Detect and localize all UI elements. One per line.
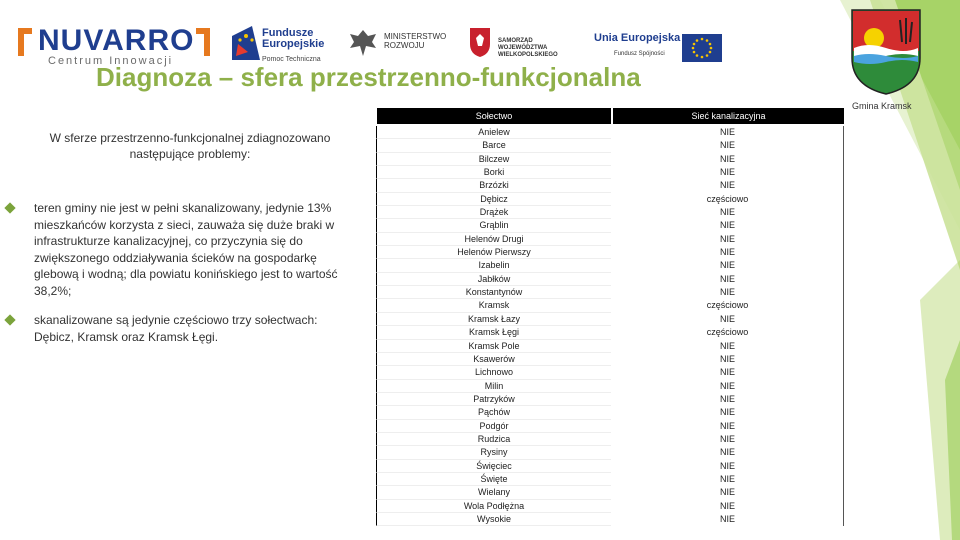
cell-solectwo: Kramsk <box>376 299 611 312</box>
bullet-diamond-icon <box>4 314 15 325</box>
cell-siec: NIE <box>612 366 844 379</box>
cell-siec: NIE <box>612 446 844 459</box>
nuvarro-bracket-left <box>18 28 32 56</box>
fundusze-europejskie-logo <box>232 26 325 66</box>
column-header-solectwo: Sołectwo <box>376 108 611 124</box>
table-body <box>376 126 844 526</box>
cell-siec: NIE <box>612 219 844 232</box>
table-row <box>376 513 844 526</box>
table-row <box>376 193 844 206</box>
cell-solectwo: Patrzyków <box>376 393 611 406</box>
table-header <box>376 108 844 124</box>
table-row <box>376 166 844 179</box>
table-row <box>376 139 844 152</box>
cell-solectwo: Drążek <box>376 206 611 219</box>
cell-solectwo: Wysokie <box>376 513 611 526</box>
table-row <box>376 380 844 393</box>
table-row <box>376 206 844 219</box>
cell-siec: NIE <box>612 246 844 259</box>
cell-solectwo: Święciec <box>376 460 611 473</box>
wojewodztwo-name: SAMORZĄD WOJEWÓDZTWA WIELKOPOLSKIEGO <box>498 38 558 58</box>
cell-siec: NIE <box>612 126 844 139</box>
cell-siec: NIE <box>612 513 844 526</box>
cell-solectwo: Brzózki <box>376 179 611 192</box>
cell-solectwo: Podgór <box>376 420 611 433</box>
cell-solectwo: Rysiny <box>376 446 611 459</box>
cell-siec: NIE <box>612 353 844 366</box>
table-row <box>376 126 844 139</box>
table-row <box>376 259 844 272</box>
table-row <box>376 313 844 326</box>
nuvarro-bracket-right <box>196 28 210 56</box>
table-row <box>376 246 844 259</box>
cell-solectwo: Kramsk Łęgi <box>376 326 611 339</box>
wojewodztwo-shield-icon <box>468 26 492 58</box>
table-row <box>376 340 844 353</box>
cell-siec: NIE <box>612 286 844 299</box>
unia-sub: Fundusz Spójności <box>614 51 665 57</box>
cell-solectwo: Borki <box>376 166 611 179</box>
cell-siec: częściowo <box>612 326 844 339</box>
table-row <box>376 433 844 446</box>
cell-siec: NIE <box>612 433 844 446</box>
cell-solectwo: Ksawerów <box>376 353 611 366</box>
cell-solectwo: Jabłków <box>376 273 611 286</box>
table-row <box>376 219 844 232</box>
cell-siec: NIE <box>612 206 844 219</box>
cell-siec: częściowo <box>612 193 844 206</box>
table-row <box>376 420 844 433</box>
sewerage-table <box>376 108 844 540</box>
bullet-text: skanalizowane są jedynie częściowo trzy sołectwach: Dębicz, Kramsk oraz Kramsk Łęgi. <box>34 313 318 344</box>
nuvarro-tagline: Centrum Innowacji <box>48 55 174 67</box>
bullet-text: teren gminy nie jest w pełni skanalizowany, jedynie 13% mieszkańców korzysta z sieci, zauważa się duże braki w infrastrukturze kanalizacyjnej, co przyczynia się do zwiększonego oddziaływania ścieków na gospodarkę glebową i wodną; dla powiatu konińskiego jest to wartość 38,2%; <box>34 201 338 298</box>
column-header-siec: Sieć kanalizacyjna <box>612 108 844 124</box>
cell-siec: NIE <box>612 179 844 192</box>
table-row <box>376 153 844 166</box>
table-row <box>376 233 844 246</box>
table-row <box>376 179 844 192</box>
cell-solectwo: Milin <box>376 380 611 393</box>
cell-solectwo: Lichnowo <box>376 366 611 379</box>
crest-label: Gmina Kramsk <box>852 101 912 111</box>
cell-siec: NIE <box>612 273 844 286</box>
table-row <box>376 393 844 406</box>
wojewodztwo-logo <box>468 26 578 66</box>
bullet-diamond-icon <box>4 202 15 213</box>
cell-siec: NIE <box>612 166 844 179</box>
cell-siec: NIE <box>612 406 844 419</box>
cell-siec: NIE <box>612 380 844 393</box>
cell-siec: NIE <box>612 340 844 353</box>
unia-europejska-logo <box>594 26 724 66</box>
table-row <box>376 286 844 299</box>
cell-siec: NIE <box>612 153 844 166</box>
eu-flag-icon <box>682 34 722 62</box>
cell-siec: NIE <box>612 393 844 406</box>
cell-siec: NIE <box>612 420 844 433</box>
cell-siec: NIE <box>612 313 844 326</box>
table-row <box>376 406 844 419</box>
unia-name: Unia Europejska <box>594 32 681 44</box>
cell-solectwo: Kramsk Pole <box>376 340 611 353</box>
cell-solectwo: Konstantynów <box>376 286 611 299</box>
cell-solectwo: Pąchów <box>376 406 611 419</box>
table-row <box>376 486 844 499</box>
cell-siec: NIE <box>612 473 844 486</box>
cell-siec: NIE <box>612 139 844 152</box>
page-title: Diagnoza – sfera przestrzenno-funkcjonalna <box>96 62 641 92</box>
ministerstwo-logo <box>348 26 458 66</box>
cell-solectwo: Wielany <box>376 486 611 499</box>
table-row <box>376 326 844 339</box>
intro-text: W sferze przestrzenno-funkcjonalnej zdiagnozowano następujące problemy: <box>49 131 331 161</box>
cell-siec: NIE <box>612 500 844 513</box>
cell-solectwo: Helenów Drugi <box>376 233 611 246</box>
cell-siec: NIE <box>612 233 844 246</box>
table-row <box>376 366 844 379</box>
cell-solectwo: Izabelin <box>376 259 611 272</box>
fundusze-name: Fundusze Europejskie <box>262 27 325 50</box>
table-row <box>376 446 844 459</box>
table-row <box>376 460 844 473</box>
cell-siec: NIE <box>612 460 844 473</box>
table-row <box>376 273 844 286</box>
cell-solectwo: Anielew <box>376 126 611 139</box>
cell-solectwo: Barce <box>376 139 611 152</box>
cell-solectwo: Grąblin <box>376 219 611 232</box>
cell-siec: częściowo <box>612 299 844 312</box>
cell-solectwo: Helenów Pierwszy <box>376 246 611 259</box>
ministerstwo-name: MINISTERSTWO ROZWOJU <box>384 32 447 50</box>
cell-siec: NIE <box>612 486 844 499</box>
table-row <box>376 299 844 312</box>
nuvarro-name: NUVARRO <box>38 24 195 57</box>
cell-solectwo: Dębicz <box>376 193 611 206</box>
cell-solectwo: Bilczew <box>376 153 611 166</box>
table-row <box>376 500 844 513</box>
cell-solectwo: Kramsk Łazy <box>376 313 611 326</box>
cell-solectwo: Wola Podłężna <box>376 500 611 513</box>
cell-solectwo: Święte <box>376 473 611 486</box>
eagle-icon <box>348 26 378 60</box>
fundusze-star-icon <box>232 26 260 60</box>
cell-siec: NIE <box>612 259 844 272</box>
table-row <box>376 353 844 366</box>
gmina-crest-icon <box>850 8 922 96</box>
table-row <box>376 473 844 486</box>
cell-solectwo: Rudzica <box>376 433 611 446</box>
fundusze-sub: Pomoc Techniczna <box>262 56 321 63</box>
